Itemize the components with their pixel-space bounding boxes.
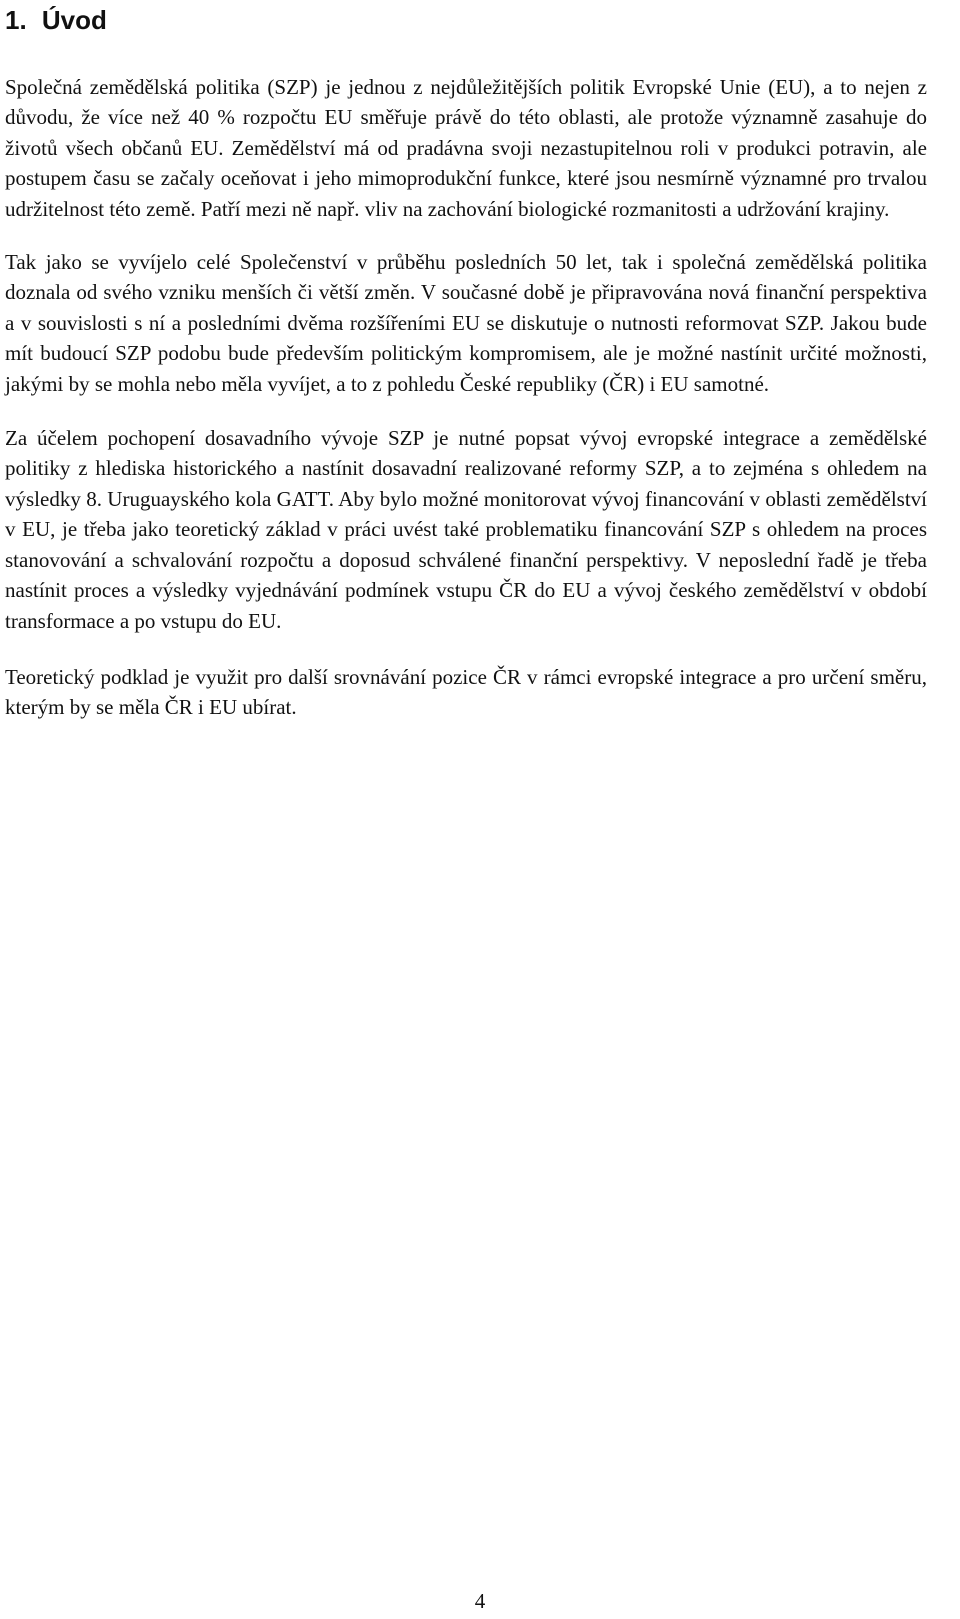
paragraph-3: Za účelem pochopení dosavadního vývoje SZP je nutné popsat vývoj evropské integrace a zemědělské politiky z hlediska historického a nastínit dosavadní realizované reformy SZP, a to zejména s ohledem na výsledky 8. Uruguayského kola GATT. Aby bylo možné monitorovat vývoj financování v oblasti zemědělství v EU, je třeba jako teoretický základ v práci uvést také problematiku financování SZP s ohledem na proces stanovování a schvalování rozpočtu a doposud schválené finanční perspektivy. V neposlední řadě je třeba nastínit proces a výsledky vyjednávání podmínek vstupu ČR do EU a vývoj českého zemědělství v období transformace a po vstupu do EU.	[5, 426, 927, 633]
chapter-heading: 1. Úvod	[5, 5, 107, 35]
document-page	[5, 0, 927, 723]
paragraph-1: Společná zemědělská politika (SZP) je jednou z nejdůležitějších politik Evropské Unie (EU), a to nejen z důvodu, že více než 40 % rozpočtu EU směřuje právě do této oblasti, ale protože významně zasahuje do životů všech občanů EU. Zemědělství má od pradávna svoji nezastupitelnou roli v produkci potravin, ale postupem času se začaly oceňovat i jeho mimoprodukční funkce, které jsou nesmírně významné pro trvalou udržitelnost této země. Patří mezi ně např. vliv na zachování biologické rozmanitosti a udržování krajiny.	[5, 75, 927, 221]
paragraph-2: Tak jako se vyvíjelo celé Společenství v průběhu posledních 50 let, tak i společná zemědělská politika doznala od svého vzniku menších či větší změn. V současné době je připravována nová finanční perspektiva a v souvislosti s ní a posledními dvěma rozšířeními EU se diskutuje o nutnosti reformovat SZP. Jakou bude mít budoucí SZP podobu bude především politickým kompromisem, ale je možné nastínit určité možnosti, jakými by se mohla nebo měla vyvíjet, a to z pohledu České republiky (ČR) i EU samotné.	[5, 250, 927, 396]
paragraph-4: Teoretický podklad je využit pro další srovnávání pozice ČR v rámci evropské integrace a pro určení směru, kterým by se měla ČR i EU ubírat.	[5, 664, 927, 720]
page-number: 4	[474, 1589, 486, 1613]
